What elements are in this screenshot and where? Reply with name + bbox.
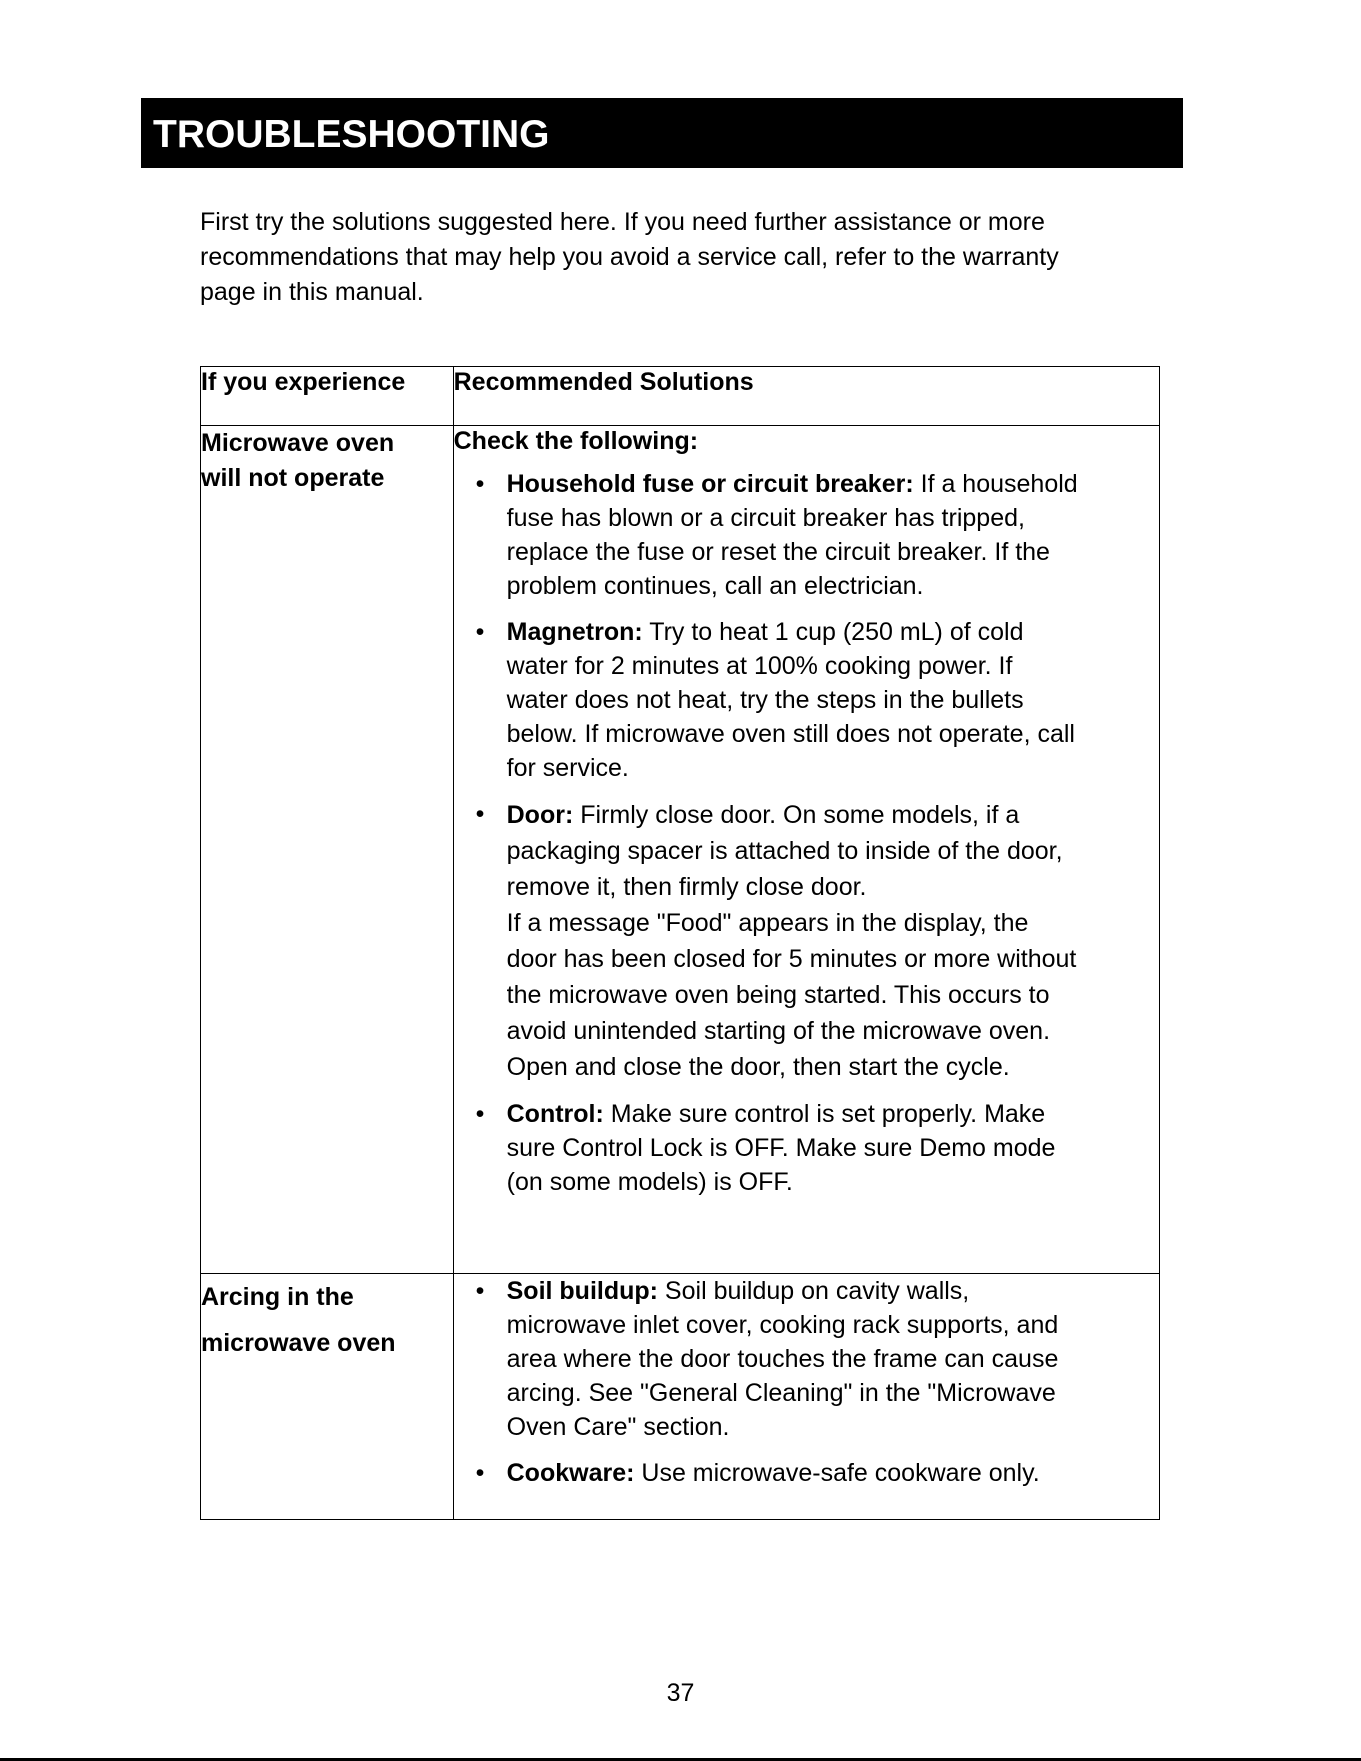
solution-label: Magnetron: (506, 618, 643, 646)
solution-line: replace the fuse or reset the circuit breaker. If the (506, 538, 1050, 566)
bullet-icon: • (475, 800, 485, 828)
column-header-solutions: Recommended Solutions (453, 367, 1159, 426)
solution-text: Make sure control is set properly. Make (603, 1100, 1046, 1128)
list-item (454, 1456, 1159, 1490)
solutions-cell (453, 1274, 1159, 1520)
list-item (454, 1097, 1159, 1199)
bullet-icon: • (475, 1100, 485, 1128)
solution-line: water does not heat, try the steps in the bullets (506, 686, 1024, 714)
solution-line: If a message "Food" appears in the display, the (506, 909, 1029, 937)
solution-first-line (507, 1274, 1159, 1308)
solution-line: arcing. See "General Cleaning" in the "Microwave (506, 1379, 1056, 1407)
intro-line: recommendations that may help you avoid a service call, refer to the warranty (200, 243, 1059, 271)
solution-label: Cookware: (506, 1459, 635, 1487)
solution-label: Door: (506, 801, 574, 829)
list-item (454, 1274, 1159, 1444)
troubleshooting-table (200, 366, 1160, 1520)
solution-text: If a household (913, 470, 1078, 498)
solution-text: Use microwave-safe cookware only. (634, 1459, 1040, 1487)
column-header-problem: If you experience (201, 367, 454, 426)
solution-line: door has been closed for 5 minutes or more without (506, 945, 1077, 973)
solution-line: below. If microwave oven still does not operate, call (506, 720, 1075, 748)
problem-line: will not operate (201, 464, 385, 492)
list-item (454, 797, 1159, 1085)
solution-line: fuse has blown or a circuit breaker has tripped, (506, 504, 1025, 532)
solution-text: Firmly close door. On some models, if a (573, 801, 1020, 829)
problem-line: Arcing in the (201, 1283, 354, 1311)
table-row (201, 426, 1160, 1274)
solution-line: microwave inlet cover, cooking rack supports, and (506, 1311, 1059, 1339)
solution-line: avoid unintended starting of the microwave oven. (506, 1017, 1051, 1045)
solution-line: sure Control Lock is OFF. Make sure Demo mode (506, 1134, 1056, 1162)
solution-line: water for 2 minutes at 100% cooking power. If (506, 652, 1013, 680)
solution-line: the microwave oven being started. This occurs to (506, 981, 1050, 1009)
solution-label: Control: (506, 1100, 604, 1128)
list-item (454, 467, 1159, 603)
problem-cell (201, 426, 454, 1274)
intro-paragraph (200, 205, 1160, 310)
solution-line: remove it, then firmly close door. (506, 873, 867, 901)
problem-line: microwave oven (201, 1329, 396, 1357)
solution-text: Try to heat 1 cup (250 mL) of cold (642, 618, 1024, 646)
solution-text: Soil buildup on cavity walls, (657, 1277, 970, 1305)
solution-line: Open and close the door, then start the cycle. (506, 1053, 1010, 1081)
solutions-list (454, 1274, 1159, 1490)
solution-line: (on some models) is OFF. (506, 1168, 793, 1196)
list-item (454, 615, 1159, 785)
bullet-icon: • (475, 618, 485, 646)
intro-line: page in this manual. (200, 278, 424, 306)
bullet-icon: • (475, 1459, 485, 1487)
section-title-bar (141, 98, 1183, 168)
solutions-list (454, 467, 1159, 1199)
solution-first-line (507, 1456, 1159, 1490)
solution-first-line (507, 615, 1159, 649)
solution-label: Household fuse or circuit breaker: (506, 470, 914, 498)
problem-cell (201, 1274, 454, 1520)
solution-first-line (507, 1097, 1159, 1131)
solution-line: Oven Care" section. (506, 1413, 730, 1441)
solutions-cell (453, 426, 1159, 1274)
solution-line: for service. (506, 754, 629, 782)
table-header-row (201, 367, 1160, 426)
solution-first-line (507, 797, 1159, 833)
solution-label: Soil buildup: (506, 1277, 658, 1305)
solution-line: problem continues, call an electrician. (506, 572, 924, 600)
intro-line: First try the solutions suggested here. If you need further assistance or more (200, 208, 1045, 236)
problem-line: Microwave oven (201, 429, 395, 457)
solution-line: area where the door touches the frame can cause (506, 1345, 1059, 1373)
solutions-lead: Check the following: (453, 427, 699, 455)
solution-first-line (507, 467, 1159, 501)
bullet-icon: • (475, 1277, 485, 1305)
table-row (201, 1274, 1160, 1520)
bullet-icon: • (475, 470, 485, 498)
solution-line: packaging spacer is attached to inside of the door, (506, 837, 1063, 865)
page-title: TROUBLESHOOTING (153, 113, 550, 156)
page-number: 37 (666, 1679, 695, 1707)
